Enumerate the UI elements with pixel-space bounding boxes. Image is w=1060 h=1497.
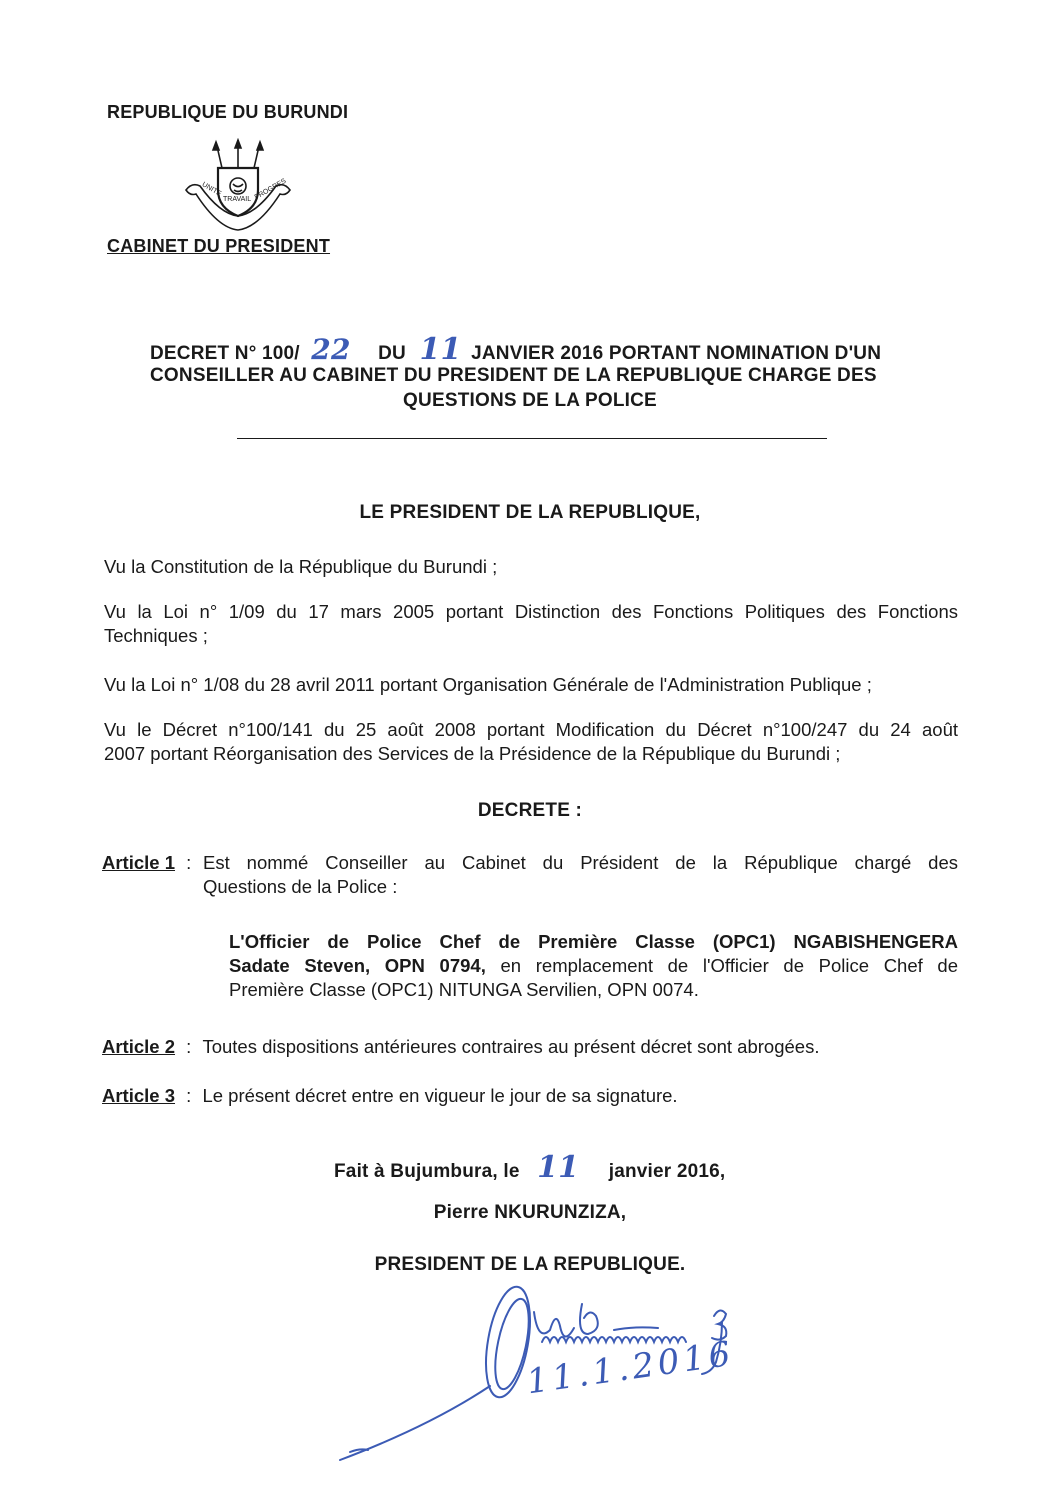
title-divider (237, 438, 827, 439)
closing-day: 11 (537, 1150, 580, 1185)
consideration-4 (104, 718, 958, 766)
article-1-line-1: Est nommé Conseiller au Cabinet du Président de la République chargé des (203, 852, 958, 873)
decree-number: 22 (311, 333, 351, 366)
appointee-name: Sadate Steven, OPN 0794, (229, 955, 486, 976)
country-name: REPUBLIQUE DU BURUNDI (107, 102, 349, 122)
decrete-heading: DECRETE : (477, 800, 583, 821)
closing-place-date (334, 1150, 725, 1185)
article-separator: : (186, 1085, 192, 1106)
appointee-line-3: Première Classe (OPC1) NITUNGA Servilien, OPN 0074. (229, 979, 699, 1000)
article-label: Article 3 (102, 1085, 176, 1106)
article-3 (102, 1084, 678, 1108)
decree-prefix: DECRET N° 100/ (150, 343, 300, 364)
decree-day: 11 (419, 332, 462, 367)
article-1-line-2: Questions de la Police : (203, 876, 398, 897)
article-separator: : (186, 1036, 192, 1057)
appointee-line-2 (229, 954, 958, 978)
consideration-3: Vu la Loi n° 1/08 du 28 avril 2011 portant Organisation Générale de l'Administration Publique ; (104, 674, 872, 695)
signer-title: PRESIDENT DE LA REPUBLIQUE. (374, 1254, 686, 1275)
signer-name: Pierre NKURUNZIZA, (433, 1202, 627, 1223)
article-1-text (203, 851, 958, 899)
consideration-2-line-2: Techniques ; (104, 625, 208, 646)
appointee-block (229, 930, 958, 1002)
consideration-4-line-1: Vu le Décret n°100/141 du 25 août 2008 portant Modification du Décret n°100/247 du 24 août (104, 719, 958, 740)
decree-du: DU (378, 343, 406, 364)
decree-title-line-2: CONSEILLER AU CABINET DU PRESIDENT DE LA REPUBLIQUE CHARGE DES (150, 365, 877, 386)
article-2 (102, 1035, 819, 1059)
decree-title-rest: JANVIER 2016 PORTANT NOMINATION D'UN (471, 343, 882, 364)
office-name: CABINET DU PRESIDENT (107, 236, 331, 256)
consideration-2 (104, 600, 958, 648)
preamble-heading: LE PRESIDENT DE LA REPUBLIQUE, (359, 502, 701, 523)
signature (330, 1282, 770, 1472)
consideration-4-line-2: 2007 portant Réorganisation des Services de la Présidence de la République du Burundi ; (104, 743, 841, 764)
consideration-1: Vu la Constitution de la République du Burundi ; (104, 556, 498, 577)
decree-title-line-1 (150, 332, 881, 367)
motto-word: TRAVAIL (223, 196, 252, 203)
closing-place: Fait à Bujumbura, le (334, 1161, 520, 1182)
article-1-label (102, 851, 191, 875)
closing-date-rest: janvier 2016, (608, 1161, 726, 1182)
appointee-line-1: L'Officier de Police Chef de Première Classe (OPC1) NGABISHENGERA (229, 931, 958, 952)
article-label: Article 2 (102, 1036, 176, 1057)
decree-title-line-3: QUESTIONS DE LA POLICE (403, 390, 657, 411)
signature-date: 11.1.2016 (524, 1333, 737, 1403)
article-2-text: Toutes dispositions antérieures contraires au présent décret sont abrogées. (202, 1036, 820, 1057)
consideration-2-line-1: Vu la Loi n° 1/09 du 17 mars 2005 portant Distinction des Fonctions Politiques des Fonctions (104, 601, 958, 622)
article-separator: : (186, 852, 192, 873)
motto-word: PROGRES (253, 177, 288, 202)
appointee-replacement: en remplacement de l'Officier de Police Chef de (500, 955, 959, 976)
article-label: Article 1 (102, 852, 176, 873)
article-3-text: Le présent décret entre en vigueur le jour de sa signature. (202, 1085, 678, 1106)
motto-word: UNITE (200, 181, 223, 198)
